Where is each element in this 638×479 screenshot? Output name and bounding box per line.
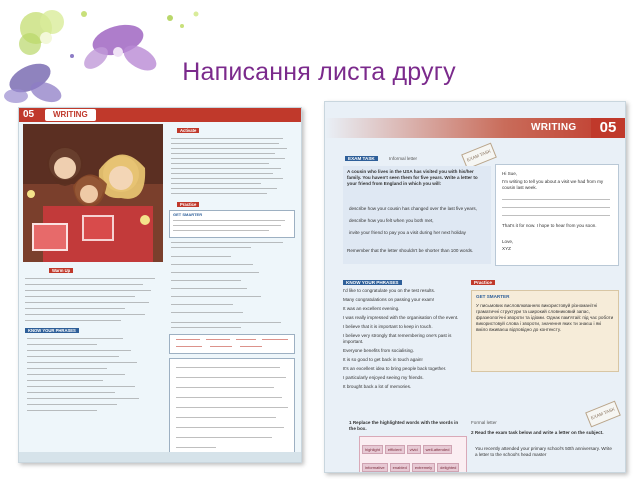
letter-box — [169, 358, 295, 456]
know-phrases-label: KNOW YOUR PHRASES — [25, 328, 79, 333]
right-unit-title: WRITING — [531, 122, 577, 133]
get-smarter-label: GET SMARTER — [173, 212, 203, 217]
exercise-1: 1 Replace the highlighted words with the words in the box. — [349, 420, 459, 431]
practice-label-right: Practice — [471, 280, 495, 285]
formal-letter-label: Formal letter — [471, 420, 497, 425]
decorative-flowers — [0, 0, 240, 110]
word-chip: vivid — [407, 445, 421, 454]
letter-greeting: Hi Sue, — [502, 171, 518, 176]
activate-label: Activate — [177, 128, 199, 133]
phrase-item: I'd like to congratulate you on the test results. — [343, 288, 436, 293]
slide-title: Написання листа другу — [182, 58, 456, 86]
letter-love: Love, — [502, 239, 514, 244]
green-flower — [19, 10, 64, 55]
left-textbook-page — [18, 107, 302, 463]
unit-title: WRITING — [45, 109, 96, 121]
right-page-header — [325, 118, 625, 138]
exam-task-stamp-top: EXAM TASK — [461, 143, 497, 170]
task-panel — [343, 166, 491, 264]
word-chip: well-attended — [423, 445, 453, 454]
task-point-2: describe how you felt when you both met, — [349, 218, 434, 223]
get-smarter-box — [169, 210, 295, 238]
phrase-item: Many congratulations on passing your exam! — [343, 297, 435, 302]
word-box — [169, 334, 295, 354]
letter-opening: I'm writing to tell you about a visit we had from my cousin last week. — [502, 179, 604, 190]
letter-signature: XYZ — [502, 246, 511, 251]
word-chip: enabled — [390, 463, 410, 472]
phrases-label: KNOW YOUR PHRASES — [343, 280, 402, 285]
unit-number: 05 — [23, 109, 35, 120]
warm-up-label: Warm Up — [49, 268, 73, 273]
word-chip: efficient — [385, 445, 405, 454]
phrases-list — [343, 288, 461, 393]
phrase-item: Everyone benefits from socialising. — [343, 348, 414, 353]
task-point-3: invite your friend to pay you a visit during her next holiday — [349, 230, 466, 235]
exercise-2-text: You recently attended your primary school's 50th anniversary. Write a letter to the school's head master — [475, 446, 612, 457]
phrase-item: It was an excellent evening. — [343, 306, 400, 311]
phrase-item: It brought back a lot of memories. — [343, 384, 412, 389]
letter-closing: That's it for now. I hope to hear from you soon. — [502, 223, 597, 228]
phrase-item: It is so good to get back in touch again! — [343, 357, 423, 362]
phrase-item: It's an excellent idea to bring people back together. — [343, 366, 447, 371]
get-smarter-label-right: GET SMARTER — [476, 294, 510, 299]
word-chip: highlight — [362, 445, 383, 454]
task-intro: A cousin who lives in the USA has visited you with his/her family. You haven't seen them for five years. Write a letter to your friend from England in which you will: — [347, 169, 478, 186]
word-chip: informative — [362, 463, 388, 472]
right-textbook-page — [324, 101, 626, 473]
phrase-item: I believe very strongly that remembering one's past is important. — [343, 333, 452, 344]
left-page-footer — [19, 452, 301, 462]
get-smarter-panel — [471, 290, 619, 372]
right-unit-number: 05 — [591, 118, 625, 138]
informal-letter-label: Informal letter — [389, 156, 418, 161]
letter-template — [495, 164, 619, 266]
task-point-1: describe how your cousin has changed over the last five years, — [349, 206, 477, 211]
friends-photo — [23, 124, 163, 262]
phrase-item: I particularly enjoyed seeing my friends. — [343, 375, 424, 380]
get-smarter-text: У письмових висловлюваннях використовуй різноманітні граматичні структури та широкий словниковий запас, фразеологічні звороти та ідіоми. Однак пам'ятай: під час роботи використовуй слова і звороти, значення яких ти знаєш і які вміло вживаєш відповідно до контексту. — [476, 303, 614, 332]
phrase-item: I believe that it is important to keep in touch. — [343, 324, 433, 329]
exam-task-label: EXAM TASK — [345, 156, 378, 161]
word-chip: delighted — [437, 463, 459, 472]
phrase-item: I was really impressed with the organisation of the event. — [343, 315, 459, 320]
practice-label: Practice — [177, 202, 199, 207]
exercise-2: 2 Read the exam task below and write a letter on the subject. — [471, 430, 604, 435]
word-chip: extremely — [412, 463, 435, 472]
photo-illustration — [23, 124, 163, 262]
highlight-word-box — [359, 436, 467, 473]
exam-task-stamp-bottom: EXAM TASK — [585, 401, 621, 428]
task-note: Remember that the letter shouldn't be shorter than 100 words. — [347, 248, 474, 253]
